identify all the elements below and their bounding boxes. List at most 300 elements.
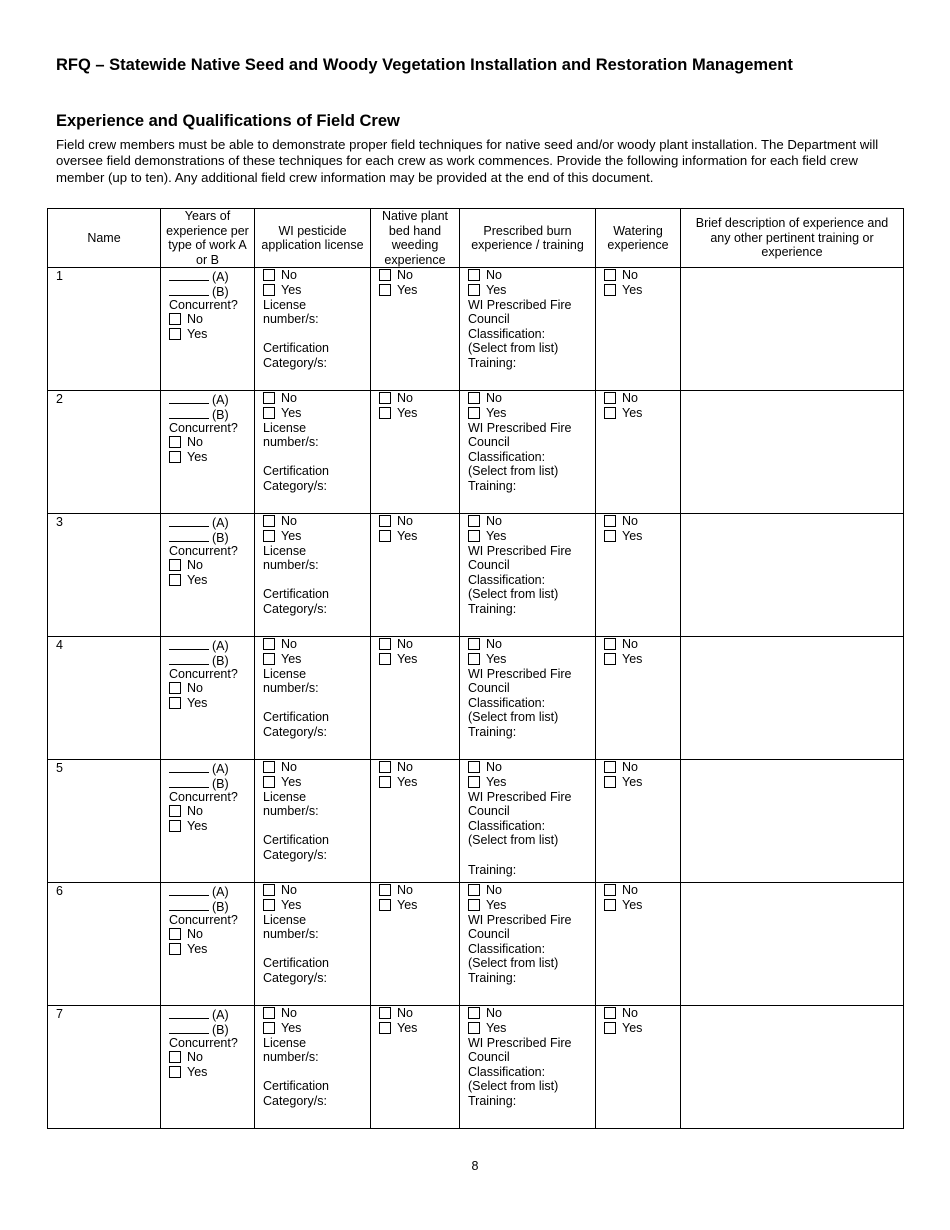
license-number-label: number/s: <box>263 1050 319 1065</box>
years-b-field[interactable] <box>169 775 209 788</box>
yes-label: Yes <box>397 282 418 297</box>
years-a-field[interactable] <box>169 883 209 896</box>
no-label: No <box>397 514 413 529</box>
no-label: No <box>486 514 502 529</box>
no-label: No <box>486 883 502 898</box>
council-label: Council <box>468 681 510 696</box>
concurrent-no-checkbox[interactable] <box>169 436 181 448</box>
no-label: No <box>622 391 638 406</box>
yes-label: Yes <box>281 774 302 789</box>
burn-no-checkbox[interactable] <box>468 638 480 650</box>
yes-label: Yes <box>187 572 208 587</box>
years-cell <box>161 514 255 637</box>
crew-name-cell[interactable] <box>48 637 161 760</box>
category-label: Category/s: <box>263 601 327 616</box>
concurrent-label: Concurrent? <box>169 1035 238 1050</box>
license-label: License <box>263 297 307 312</box>
burn-yes-checkbox[interactable] <box>468 653 480 665</box>
classification-label: Classification: <box>468 941 546 956</box>
no-label: No <box>397 1006 413 1021</box>
row-number: 3 <box>56 515 63 530</box>
yes-label: Yes <box>397 1020 418 1035</box>
years-a-field[interactable] <box>169 268 209 281</box>
training-label: Training: <box>468 478 517 493</box>
crew-name-cell[interactable] <box>48 760 161 883</box>
years-a-field[interactable] <box>169 391 209 404</box>
certification-label: Certification <box>263 710 329 725</box>
years-a-field[interactable] <box>169 514 209 527</box>
no-label: No <box>397 883 413 898</box>
burn-no-checkbox[interactable] <box>468 392 480 404</box>
burn-cell <box>460 514 596 637</box>
years-cell <box>161 883 255 1006</box>
yes-label: Yes <box>187 695 208 710</box>
no-label: No <box>281 268 297 283</box>
page-number: 8 <box>471 1159 479 1173</box>
years-cell <box>161 637 255 760</box>
watering-cell <box>596 268 681 391</box>
training-label: Training: <box>468 355 517 370</box>
no-label: No <box>281 1006 297 1021</box>
pesticide-yes-checkbox[interactable] <box>263 284 275 296</box>
pesticide-cell <box>255 268 371 391</box>
category-label: Category/s: <box>263 1093 327 1108</box>
no-label: No <box>622 268 638 283</box>
type-a-label: (A) <box>212 639 229 654</box>
training-label: Training: <box>468 970 517 985</box>
concurrent-yes-checkbox[interactable] <box>169 943 181 955</box>
concurrent-label: Concurrent? <box>169 543 238 558</box>
concurrent-no-checkbox[interactable] <box>169 313 181 325</box>
license-number-label: number/s: <box>263 558 319 573</box>
yes-label: Yes <box>486 405 507 420</box>
row-number: 4 <box>56 638 63 653</box>
watering-no-checkbox[interactable] <box>604 761 616 773</box>
yes-label: Yes <box>486 651 507 666</box>
wi-fire-label: WI Prescribed Fire <box>468 789 572 804</box>
watering-no-checkbox[interactable] <box>604 638 616 650</box>
no-label: No <box>486 391 502 406</box>
concurrent-no-checkbox[interactable] <box>169 1051 181 1063</box>
yes-label: Yes <box>486 1020 507 1035</box>
crew-name-cell[interactable] <box>48 268 161 391</box>
certification-label: Certification <box>263 956 329 971</box>
concurrent-label: Concurrent? <box>169 912 238 927</box>
weeding-cell <box>371 391 460 514</box>
concurrent-yes-checkbox[interactable] <box>169 820 181 832</box>
concurrent-yes-checkbox[interactable] <box>169 451 181 463</box>
training-label: Training: <box>468 724 517 739</box>
no-label: No <box>486 1006 502 1021</box>
header-prescribed-burn: Prescribed burn experience / training <box>460 209 596 268</box>
yes-label: Yes <box>622 651 643 666</box>
weeding-yes-checkbox[interactable] <box>379 776 391 788</box>
no-label: No <box>281 637 297 652</box>
yes-label: Yes <box>187 326 208 341</box>
row-number: 7 <box>56 1007 63 1022</box>
pesticide-yes-checkbox[interactable] <box>263 776 275 788</box>
pesticide-cell <box>255 637 371 760</box>
description-cell[interactable] <box>681 760 904 883</box>
watering-yes-checkbox[interactable] <box>604 1022 616 1034</box>
header-hand-weeding: Native plant bed hand weeding experience <box>371 209 460 268</box>
watering-no-checkbox[interactable] <box>604 392 616 404</box>
no-label: No <box>187 435 203 450</box>
license-label: License <box>263 420 307 435</box>
no-label: No <box>486 760 502 775</box>
council-label: Council <box>468 435 510 450</box>
yes-label: Yes <box>622 774 643 789</box>
burn-cell <box>460 760 596 883</box>
years-cell <box>161 268 255 391</box>
no-label: No <box>187 804 203 819</box>
type-a-label: (A) <box>212 885 229 900</box>
weeding-cell <box>371 760 460 883</box>
wi-fire-label: WI Prescribed Fire <box>468 420 572 435</box>
yes-label: Yes <box>397 651 418 666</box>
crew-name-cell[interactable] <box>48 514 161 637</box>
pesticide-no-checkbox[interactable] <box>263 884 275 896</box>
category-label: Category/s: <box>263 355 327 370</box>
crew-name-cell[interactable] <box>48 1006 161 1129</box>
classification-select[interactable]: (Select from list) <box>468 341 559 356</box>
burn-cell <box>460 883 596 1006</box>
burn-yes-checkbox[interactable] <box>468 530 480 542</box>
no-label: No <box>486 637 502 652</box>
header-watering: Watering experience <box>596 209 681 268</box>
type-a-label: (A) <box>212 270 229 285</box>
no-label: No <box>281 760 297 775</box>
burn-yes-checkbox[interactable] <box>468 407 480 419</box>
yes-label: Yes <box>187 1064 208 1079</box>
weeding-cell <box>371 1006 460 1129</box>
burn-cell <box>460 268 596 391</box>
no-label: No <box>397 637 413 652</box>
years-b-field[interactable] <box>169 406 209 419</box>
weeding-no-checkbox[interactable] <box>379 392 391 404</box>
burn-no-checkbox[interactable] <box>468 761 480 773</box>
no-label: No <box>622 1006 638 1021</box>
no-label: No <box>187 312 203 327</box>
council-label: Council <box>468 558 510 573</box>
type-b-label: (B) <box>212 530 229 545</box>
classification-select[interactable]: (Select from list) <box>468 464 559 479</box>
table-row <box>48 637 904 760</box>
weeding-cell <box>371 883 460 1006</box>
no-label: No <box>187 927 203 942</box>
yes-label: Yes <box>281 1020 302 1035</box>
yes-label: Yes <box>486 528 507 543</box>
concurrent-label: Concurrent? <box>169 297 238 312</box>
years-cell <box>161 1006 255 1129</box>
row-number: 1 <box>56 269 63 284</box>
years-b-field[interactable] <box>169 283 209 296</box>
pesticide-no-checkbox[interactable] <box>263 392 275 404</box>
weeding-yes-checkbox[interactable] <box>379 899 391 911</box>
council-label: Council <box>468 312 510 327</box>
table-row <box>48 760 904 883</box>
header-description: Brief description of experience and any other pertinent training or experience <box>681 209 904 268</box>
yes-label: Yes <box>486 897 507 912</box>
pesticide-cell <box>255 514 371 637</box>
burn-no-checkbox[interactable] <box>468 884 480 896</box>
weeding-yes-checkbox[interactable] <box>379 530 391 542</box>
classification-label: Classification: <box>468 1064 546 1079</box>
watering-cell <box>596 637 681 760</box>
no-label: No <box>281 883 297 898</box>
yes-label: Yes <box>187 818 208 833</box>
watering-cell <box>596 883 681 1006</box>
burn-yes-checkbox[interactable] <box>468 899 480 911</box>
weeding-no-checkbox[interactable] <box>379 761 391 773</box>
type-a-label: (A) <box>212 516 229 531</box>
type-b-label: (B) <box>212 653 229 668</box>
concurrent-label: Concurrent? <box>169 789 238 804</box>
watering-no-checkbox[interactable] <box>604 515 616 527</box>
classification-select[interactable]: (Select from list) <box>468 1079 559 1094</box>
classification-select[interactable]: (Select from list) <box>468 710 559 725</box>
burn-yes-checkbox[interactable] <box>468 776 480 788</box>
burn-no-checkbox[interactable] <box>468 1007 480 1019</box>
years-b-field[interactable] <box>169 1021 209 1034</box>
table-header-row <box>48 209 904 268</box>
watering-no-checkbox[interactable] <box>604 269 616 281</box>
weeding-yes-checkbox[interactable] <box>379 284 391 296</box>
classification-label: Classification: <box>468 326 546 341</box>
no-label: No <box>622 760 638 775</box>
description-cell[interactable] <box>681 637 904 760</box>
yes-label: Yes <box>397 528 418 543</box>
weeding-cell <box>371 637 460 760</box>
certification-label: Certification <box>263 1079 329 1094</box>
watering-cell <box>596 391 681 514</box>
pesticide-cell <box>255 883 371 1006</box>
burn-cell <box>460 391 596 514</box>
classification-select[interactable]: (Select from list) <box>468 956 559 971</box>
classification-select[interactable]: (Select from list) <box>468 833 559 848</box>
license-number-label: number/s: <box>263 927 319 942</box>
category-label: Category/s: <box>263 724 327 739</box>
no-label: No <box>397 391 413 406</box>
wi-fire-label: WI Prescribed Fire <box>468 297 572 312</box>
no-label: No <box>397 760 413 775</box>
weeding-no-checkbox[interactable] <box>379 638 391 650</box>
years-cell <box>161 391 255 514</box>
burn-yes-checkbox[interactable] <box>468 284 480 296</box>
years-a-field[interactable] <box>169 1006 209 1019</box>
classification-select[interactable]: (Select from list) <box>468 587 559 602</box>
wi-fire-label: WI Prescribed Fire <box>468 666 572 681</box>
watering-yes-checkbox[interactable] <box>604 284 616 296</box>
years-b-field[interactable] <box>169 898 209 911</box>
description-cell[interactable] <box>681 883 904 1006</box>
table-row <box>48 514 904 637</box>
wi-fire-label: WI Prescribed Fire <box>468 543 572 558</box>
yes-label: Yes <box>622 528 643 543</box>
watering-yes-checkbox[interactable] <box>604 776 616 788</box>
watering-yes-checkbox[interactable] <box>604 899 616 911</box>
no-label: No <box>622 514 638 529</box>
header-pesticide-license: WI pesticide application license <box>255 209 371 268</box>
document-title: RFQ – Statewide Native Seed and Woody Vegetation Installation and Restoration Management <box>56 56 793 74</box>
burn-no-checkbox[interactable] <box>468 269 480 281</box>
license-label: License <box>263 543 307 558</box>
yes-label: Yes <box>187 449 208 464</box>
yes-label: Yes <box>281 528 302 543</box>
type-b-label: (B) <box>212 899 229 914</box>
council-label: Council <box>468 927 510 942</box>
field-crew-table <box>47 208 904 1129</box>
weeding-yes-checkbox[interactable] <box>379 1022 391 1034</box>
no-label: No <box>281 514 297 529</box>
license-label: License <box>263 666 307 681</box>
table-row <box>48 391 904 514</box>
description-cell[interactable] <box>681 391 904 514</box>
weeding-no-checkbox[interactable] <box>379 1007 391 1019</box>
pesticide-yes-checkbox[interactable] <box>263 653 275 665</box>
description-cell[interactable] <box>681 1006 904 1129</box>
certification-label: Certification <box>263 341 329 356</box>
certification-label: Certification <box>263 587 329 602</box>
pesticide-yes-checkbox[interactable] <box>263 899 275 911</box>
license-number-label: number/s: <box>263 804 319 819</box>
concurrent-yes-checkbox[interactable] <box>169 697 181 709</box>
pesticide-no-checkbox[interactable] <box>263 515 275 527</box>
concurrent-yes-checkbox[interactable] <box>169 1066 181 1078</box>
watering-cell <box>596 514 681 637</box>
years-b-field[interactable] <box>169 529 209 542</box>
pesticide-no-checkbox[interactable] <box>263 761 275 773</box>
burn-yes-checkbox[interactable] <box>468 1022 480 1034</box>
pesticide-cell <box>255 391 371 514</box>
type-a-label: (A) <box>212 1008 229 1023</box>
no-label: No <box>486 268 502 283</box>
pesticide-yes-checkbox[interactable] <box>263 407 275 419</box>
weeding-no-checkbox[interactable] <box>379 884 391 896</box>
classification-label: Classification: <box>468 572 546 587</box>
license-number-label: number/s: <box>263 435 319 450</box>
yes-label: Yes <box>281 405 302 420</box>
table-row <box>48 1006 904 1129</box>
type-b-label: (B) <box>212 284 229 299</box>
weeding-yes-checkbox[interactable] <box>379 407 391 419</box>
weeding-cell <box>371 268 460 391</box>
pesticide-no-checkbox[interactable] <box>263 1007 275 1019</box>
header-years-experience: Years of experience per type of work A or B <box>161 209 255 268</box>
category-label: Category/s: <box>263 970 327 985</box>
watering-cell <box>596 760 681 883</box>
burn-no-checkbox[interactable] <box>468 515 480 527</box>
pesticide-no-checkbox[interactable] <box>263 269 275 281</box>
table-row <box>48 883 904 1006</box>
yes-label: Yes <box>281 897 302 912</box>
watering-no-checkbox[interactable] <box>604 1007 616 1019</box>
no-label: No <box>281 391 297 406</box>
years-a-field[interactable] <box>169 637 209 650</box>
yes-label: Yes <box>622 897 643 912</box>
yes-label: Yes <box>281 282 302 297</box>
license-label: License <box>263 912 307 927</box>
license-number-label: number/s: <box>263 312 319 327</box>
classification-label: Classification: <box>468 695 546 710</box>
years-a-field[interactable] <box>169 760 209 773</box>
concurrent-label: Concurrent? <box>169 666 238 681</box>
yes-label: Yes <box>187 941 208 956</box>
type-a-label: (A) <box>212 393 229 408</box>
concurrent-no-checkbox[interactable] <box>169 928 181 940</box>
yes-label: Yes <box>397 897 418 912</box>
license-number-label: number/s: <box>263 681 319 696</box>
no-label: No <box>187 558 203 573</box>
weeding-no-checkbox[interactable] <box>379 515 391 527</box>
type-a-label: (A) <box>212 762 229 777</box>
license-label: License <box>263 1035 307 1050</box>
certification-label: Certification <box>263 833 329 848</box>
burn-cell <box>460 637 596 760</box>
watering-yes-checkbox[interactable] <box>604 530 616 542</box>
description-cell[interactable] <box>681 514 904 637</box>
yes-label: Yes <box>397 405 418 420</box>
watering-cell <box>596 1006 681 1129</box>
no-label: No <box>187 681 203 696</box>
crew-name-cell[interactable] <box>48 883 161 1006</box>
weeding-yes-checkbox[interactable] <box>379 653 391 665</box>
pesticide-cell <box>255 1006 371 1129</box>
pesticide-yes-checkbox[interactable] <box>263 1022 275 1034</box>
certification-label: Certification <box>263 464 329 479</box>
row-number: 6 <box>56 884 63 899</box>
yes-label: Yes <box>486 774 507 789</box>
training-label: Training: <box>468 1093 517 1108</box>
pesticide-no-checkbox[interactable] <box>263 638 275 650</box>
yes-label: Yes <box>622 282 643 297</box>
weeding-no-checkbox[interactable] <box>379 269 391 281</box>
watering-yes-checkbox[interactable] <box>604 407 616 419</box>
watering-no-checkbox[interactable] <box>604 884 616 896</box>
concurrent-no-checkbox[interactable] <box>169 805 181 817</box>
yes-label: Yes <box>397 774 418 789</box>
wi-fire-label: WI Prescribed Fire <box>468 912 572 927</box>
license-label: License <box>263 789 307 804</box>
pesticide-yes-checkbox[interactable] <box>263 530 275 542</box>
no-label: No <box>622 883 638 898</box>
training-label: Training: <box>468 862 517 877</box>
type-b-label: (B) <box>212 407 229 422</box>
header-name: Name <box>48 209 161 268</box>
concurrent-yes-checkbox[interactable] <box>169 574 181 586</box>
table-row <box>48 268 904 391</box>
yes-label: Yes <box>486 282 507 297</box>
yes-label: Yes <box>281 651 302 666</box>
section-title: Experience and Qualifications of Field Crew <box>56 112 400 130</box>
years-b-field[interactable] <box>169 652 209 665</box>
years-cell <box>161 760 255 883</box>
crew-name-cell[interactable] <box>48 391 161 514</box>
pesticide-cell <box>255 760 371 883</box>
type-b-label: (B) <box>212 776 229 791</box>
council-label: Council <box>468 804 510 819</box>
classification-label: Classification: <box>468 449 546 464</box>
concurrent-no-checkbox[interactable] <box>169 682 181 694</box>
wi-fire-label: WI Prescribed Fire <box>468 1035 572 1050</box>
yes-label: Yes <box>622 405 643 420</box>
description-cell[interactable] <box>681 268 904 391</box>
category-label: Category/s: <box>263 847 327 862</box>
concurrent-yes-checkbox[interactable] <box>169 328 181 340</box>
concurrent-no-checkbox[interactable] <box>169 559 181 571</box>
watering-yes-checkbox[interactable] <box>604 653 616 665</box>
category-label: Category/s: <box>263 478 327 493</box>
